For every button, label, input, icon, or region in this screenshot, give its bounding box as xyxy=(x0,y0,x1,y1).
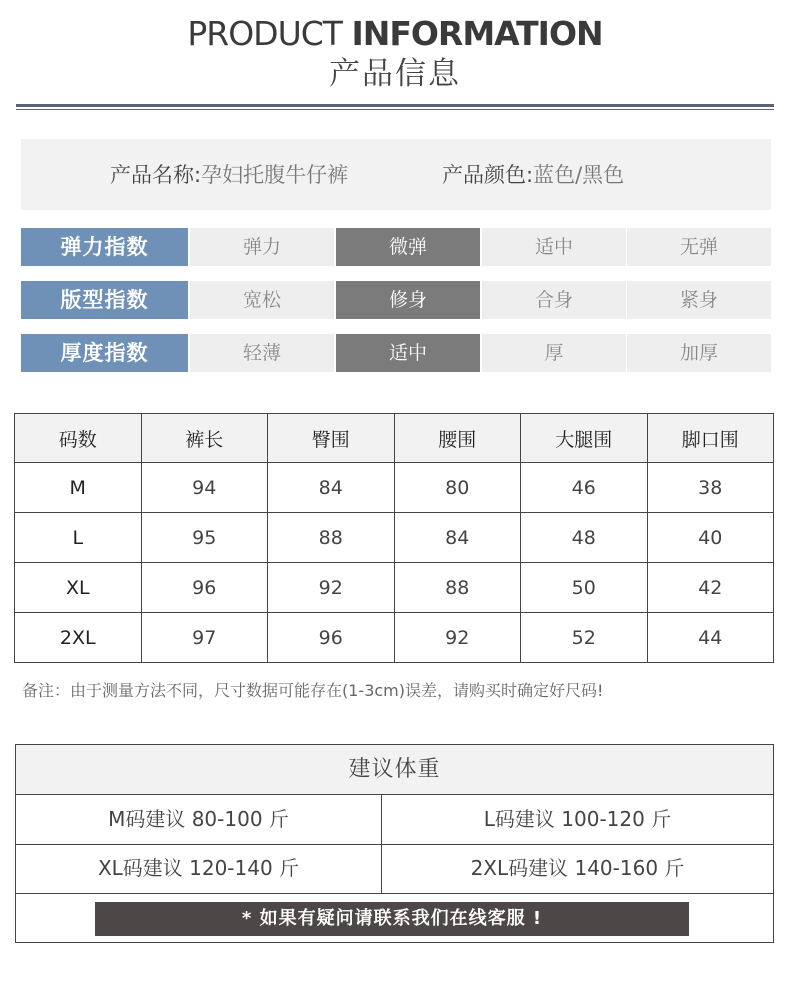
index-row-fit xyxy=(21,281,771,319)
index-option-selected: 适中 xyxy=(336,334,480,372)
col-header: 臀围 xyxy=(268,414,395,463)
table-cell: 44 xyxy=(647,613,774,663)
contact-banner: * 如果有疑问请联系我们在线客服 ! xyxy=(95,902,689,936)
size-cell: M xyxy=(15,463,142,513)
index-option-selected: 修身 xyxy=(336,281,480,319)
weight-table xyxy=(15,744,774,943)
title-en xyxy=(0,14,790,54)
index-label: 厚度指数 xyxy=(21,334,188,372)
index-row-thickness xyxy=(21,334,771,372)
weight-col-divider xyxy=(381,795,382,893)
size-cell: 2XL xyxy=(15,613,142,663)
index-row-elasticity xyxy=(21,228,771,266)
index-label: 弹力指数 xyxy=(21,228,188,266)
header-divider xyxy=(16,104,774,107)
index-option: 合身 xyxy=(482,281,626,319)
weight-cell: 2XL码建议 140-160 斤 xyxy=(470,856,685,880)
table-cell: 96 xyxy=(141,563,268,613)
table-cell: 92 xyxy=(394,613,521,663)
table-cell: 95 xyxy=(141,513,268,563)
size-table xyxy=(14,413,774,663)
table-cell: 38 xyxy=(647,463,774,513)
table-cell: 48 xyxy=(521,513,648,563)
index-option-selected: 微弹 xyxy=(336,228,480,266)
title-en-thin: PRODUCT xyxy=(187,14,352,53)
table-cell: 84 xyxy=(394,513,521,563)
table-cell: 88 xyxy=(268,513,395,563)
table-cell: 84 xyxy=(268,463,395,513)
weight-cell: XL码建议 120-140 斤 xyxy=(97,856,300,880)
product-info-box xyxy=(21,139,771,210)
index-option: 紧身 xyxy=(627,281,771,319)
table-cell: 52 xyxy=(521,613,648,663)
header-divider-thin xyxy=(16,109,774,110)
size-cell: L xyxy=(15,513,142,563)
product-color-value: 蓝色/黑色 xyxy=(533,163,625,187)
table-cell: 50 xyxy=(521,563,648,613)
product-color xyxy=(442,161,624,189)
col-header: 腰围 xyxy=(394,414,521,463)
index-option: 轻薄 xyxy=(190,334,334,372)
index-option: 厚 xyxy=(482,334,626,372)
col-header: 裤长 xyxy=(141,414,268,463)
table-cell: 96 xyxy=(268,613,395,663)
table-cell: 80 xyxy=(394,463,521,513)
page-header xyxy=(0,14,790,94)
table-row xyxy=(15,613,774,663)
weight-cell: M码建议 80-100 斤 xyxy=(108,807,289,831)
product-name xyxy=(110,161,348,189)
product-color-label: 产品颜色: xyxy=(442,163,534,187)
title-cn: 产品信息 xyxy=(329,56,461,92)
table-row xyxy=(15,563,774,613)
table-row xyxy=(15,463,774,513)
table-cell: 97 xyxy=(141,613,268,663)
index-option: 适中 xyxy=(482,228,626,266)
size-cell: XL xyxy=(15,563,142,613)
index-option: 无弹 xyxy=(627,228,771,266)
weight-cell: L码建议 100-120 斤 xyxy=(483,807,672,831)
measurement-note: 备注：由于测量方法不同，尺寸数据可能存在(1-3cm)误差，请购买时确定好尺码! xyxy=(22,681,604,700)
index-option: 弹力 xyxy=(190,228,334,266)
product-name-label: 产品名称: xyxy=(110,163,202,187)
weight-title: 建议体重 xyxy=(16,745,773,795)
table-cell: 88 xyxy=(394,563,521,613)
table-cell: 94 xyxy=(141,463,268,513)
product-name-value: 孕妇托腹牛仔裤 xyxy=(201,163,349,187)
table-cell: 42 xyxy=(647,563,774,613)
table-row xyxy=(15,513,774,563)
title-en-bold: INFORMATION xyxy=(351,14,603,53)
index-label: 版型指数 xyxy=(21,281,188,319)
table-cell: 40 xyxy=(647,513,774,563)
size-table-header xyxy=(15,414,774,463)
table-cell: 92 xyxy=(268,563,395,613)
index-option: 加厚 xyxy=(627,334,771,372)
col-header: 码数 xyxy=(15,414,142,463)
col-header: 脚口围 xyxy=(647,414,774,463)
index-option: 宽松 xyxy=(190,281,334,319)
weight-row-divider xyxy=(16,893,773,894)
table-cell: 46 xyxy=(521,463,648,513)
col-header: 大腿围 xyxy=(521,414,648,463)
